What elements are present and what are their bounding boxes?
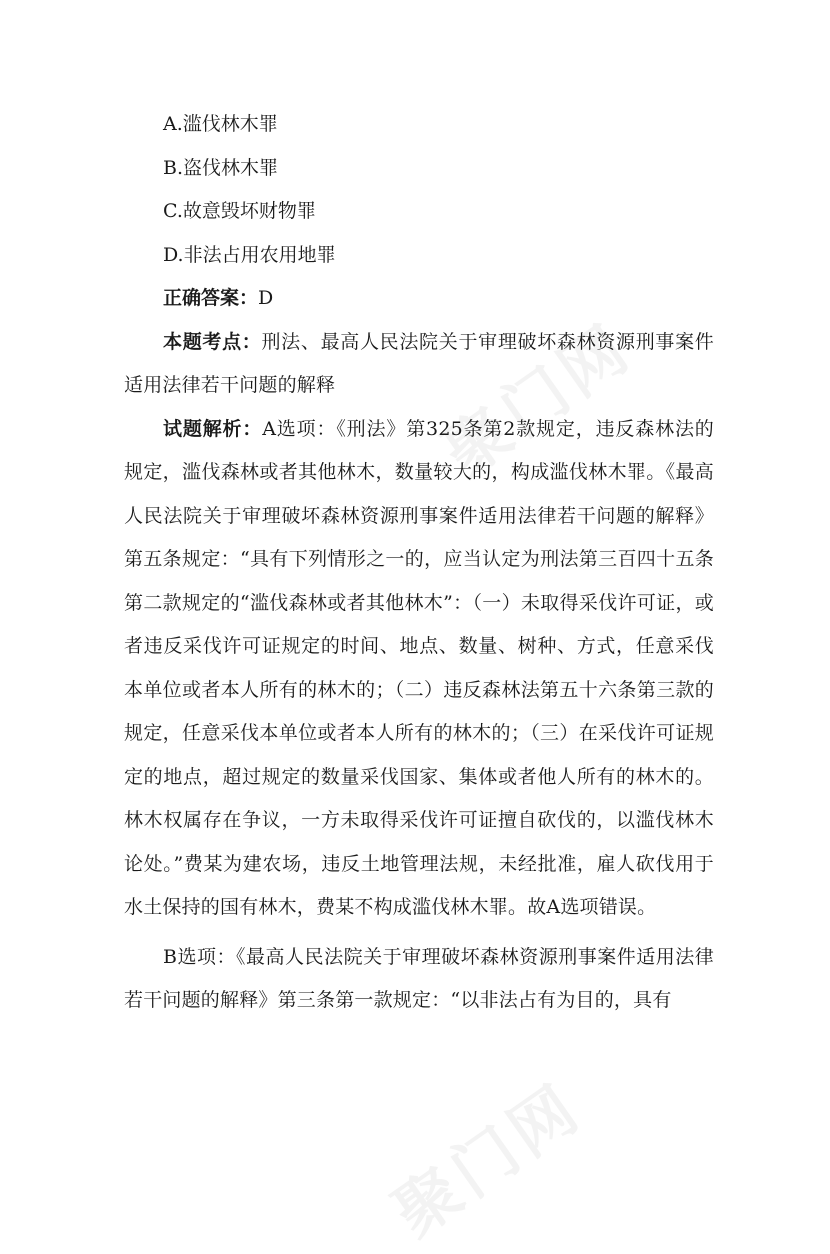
analysis-paragraph-2: B选项：《最高人民法院关于审理破坏森林资源刑事案件适用法律若干问题的解释》第三条第一款规定：“以非法占有为目的，具有 bbox=[124, 945, 714, 1011]
question-content bbox=[124, 103, 714, 1023]
answer-label: 正确答案： bbox=[163, 287, 259, 309]
answer-value: D bbox=[258, 287, 274, 309]
answer-line bbox=[124, 277, 714, 321]
option-d: D.非法占用农用地罪 bbox=[163, 243, 336, 266]
analysis-label: 试题解析： bbox=[163, 417, 263, 440]
topic-label: 本题考点： bbox=[163, 330, 262, 353]
analysis-text-1: A选项：《刑法》第325条第2款规定，违反森林法的规定，滥伐森林或者其他林木，数量较大的，构成滥伐林木罪。《最高人民法院关于审理破坏森林资源刑事案件适用法律若干问题的解释》第五条规定：“具有下列情形之一的，应当认定为刑法第三百四十五条第二款规定的“滥伐森林或者其他林木”：（一）未取得采伐许可证，或者违反采伐许可证规定的时间、地点、数量、树种、方式，任意采伐本单位或者本人所有的林木的；（二）违反森林法第五十六条第三款的规定，任意采伐本单位或者本人所有的林木的；（三）在采伐许可证规定的地点，超过规定的数量采伐国家、集体或者他人所有的林木的。林木权属存在争议，一方未取得采伐许可证擅自砍伐的，以滥伐林木论处。”费某为建农场，违反土地管理法规，未经批准，雇人砍伐用于水土保持的国有林木，费某不构成滥伐林木罪。故A选项错误。 bbox=[124, 417, 714, 918]
topic-value: 刑法、最高人民法院关于审理破坏森林资源刑事案件适用法律若干问题的解释 bbox=[124, 330, 714, 396]
topic-paragraph bbox=[124, 321, 714, 408]
analysis-paragraph-1 bbox=[124, 408, 714, 930]
option-b: B.盗伐林木罪 bbox=[163, 156, 279, 179]
watermark bbox=[373, 1058, 598, 1254]
option-a: A.滥伐林木罪 bbox=[163, 113, 278, 135]
option-c: C.故意毁坏财物罪 bbox=[163, 200, 316, 222]
